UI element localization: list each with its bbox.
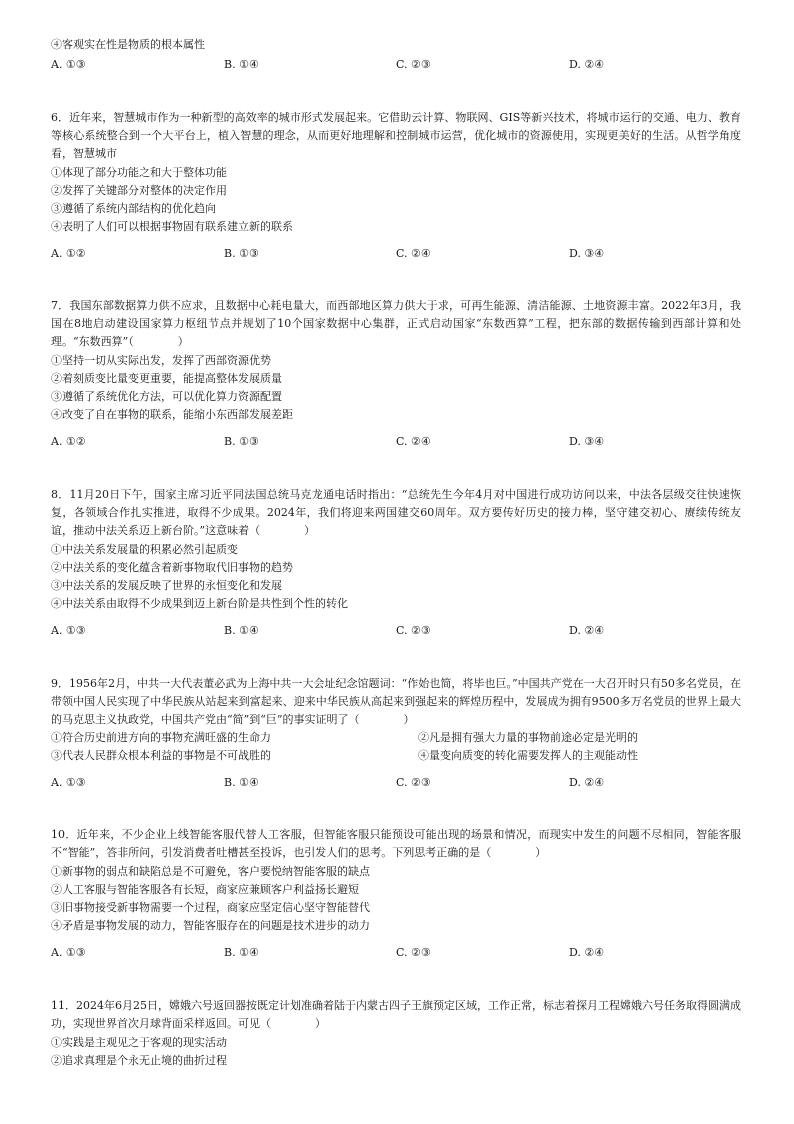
option-d[interactable]: D. ②④ [569,58,605,71]
question-7-stem: 7．我国东部数据算力供不应求，且数据中心耗电量大，而西部地区算力供大于求，可再生能源、清洁能源、土地资源丰富。2022年3月，我国在8地启动建设国家算力枢纽节点并规划了10个国家数据中心集群，正式启动国家“东数西算”工程，把东部的数据传输到西部计算和处理。“东数西算”（ ） [51,299,741,348]
option-d[interactable]: D. ③④ [569,435,605,448]
item-text: ③中法关系的发展反映了世界的永恒变化和发展 [51,579,282,592]
question-8-stem: 8．11月20日下午，国家主席习近平同法国总统马克龙通电话时指出：“总统先生今年4月对中国进行成功访问以来，中法各层级交往快速恢复，各领域合作扎实推进，取得不少成果。2024年，我们将迎来两国建交60周年。双方要传好历史的接力棒，坚守建交初心、赓续传统友谊，推动中法关系迈上新台阶。”这意味着（ ） [51,488,741,537]
option-d[interactable]: D. ②④ [569,946,605,959]
option-d[interactable]: D. ③④ [569,247,605,260]
question-11-stem: 11．2024年6月25日，嫦娥六号返回器按既定计划准确着陆于内蒙古四子王旗预定区域，工作正常，标志着探月工程嫦娥六号任务取得圆满成功，实现世界首次月球背面采样返回。可见（ ） [51,999,741,1030]
item-text: ②中法关系的变化蕴含着新事物取代旧事物的趋势 [51,561,293,574]
item-text: ①坚持一切从实际出发，发挥了西部资源优势 [51,354,271,367]
option-c[interactable]: C. ②④ [396,247,431,260]
item-text: ②人工客服与智能客服各有长短，商家应兼顾客户利益扬长避短 [51,883,359,896]
item-text: ④矛盾是事物发展的动力，智能客服存在的问题是技术进步的动力 [51,919,370,932]
option-a[interactable]: A. ①③ [51,624,86,637]
options-row [51,245,741,263]
option-c[interactable]: C. ②③ [396,624,431,637]
option-c[interactable]: C. ②③ [396,58,431,71]
item-text: ④量变向质变的转化需要发挥人的主观能动性 [418,749,638,762]
item-text: ①实践是主观见之于客观的现实活动 [51,1036,227,1049]
item-text: ②追求真理是个永无止境的曲折过程 [51,1054,227,1067]
option-a[interactable]: A. ①② [51,435,86,448]
item-text: ①体现了部分功能之和大于整体功能 [51,166,227,179]
option-b[interactable]: B. ①④ [224,624,259,637]
item-text: ④表明了人们可以根据事物固有联系建立新的联系 [51,220,293,233]
question-10-stem: 10．近年来，不少企业上线智能客服代替人工客服，但智能客服只能预设可能出现的场景和情况，而现实中发生的问题不尽相同，智能客服不“智能”，答非所问，引发消费者吐槽甚至投诉，也引发人们的思考。下列思考正确的是（ ） [51,828,741,859]
option-c[interactable]: C. ②③ [396,776,431,789]
option-a[interactable]: A. ①② [51,247,86,260]
option-d[interactable]: D. ②④ [569,776,605,789]
options-row [51,774,741,792]
item-text: ④改变了自在事物的联系，能缩小东西部发展差距 [51,408,293,421]
item-text: ③旧事物接受新事物需要一个过程，商家应坚定信心坚守智能替代 [51,901,370,914]
option-b[interactable]: B. ①③ [224,247,259,260]
option-b[interactable]: B. ①④ [224,58,259,71]
item-text: ①中法关系发展量的积累必然引起质变 [51,543,238,556]
item-text: ②凡是拥有强大力量的事物前途必定是光明的 [418,731,638,744]
item-text: ③遵循了系统优化方法，可以优化算力资源配置 [51,390,282,403]
question-6-stem: 6．近年来，智慧城市作为一种新型的高效率的城市形式发展起来。它借助云计算、物联网、GIS等新兴技术，将城市运行的交通、电力、教育等核心系统整合到一个大平台上，植入智慧的理念，从而更好地理解和控制城市运营，优化城市的资源使用，实现更美好的生活。从哲学角度看，智慧城市 [51,111,741,160]
option-a[interactable]: A. ①③ [51,946,86,959]
option-d[interactable]: D. ②④ [569,624,605,637]
option-b[interactable]: B. ①④ [224,946,259,959]
options-row [51,433,741,451]
item-text: ④中法关系由取得不少成果到迈上新台阶是共性到个性的转化 [51,597,348,610]
options-row [51,56,741,74]
option-b[interactable]: B. ①③ [224,435,259,448]
item-text: ③遵循了系统内部结构的优化趋向 [51,202,216,215]
options-row [51,944,741,962]
item-text: ③代表人民群众根本利益的事物是不可战胜的 [51,749,271,762]
options-row [51,622,741,640]
item-text: ①符合历史前进方向的事物充满旺盛的生命力 [51,731,271,744]
option-c[interactable]: C. ②③ [396,946,431,959]
item-text: ②着刻质变比量变更重要，能提高整体发展质量 [51,372,282,385]
item-text: ④客观实在性是物质的根本属性 [51,38,205,51]
question-9-stem: 9．1956年2月，中共一大代表董必武为上海中共一大会址纪念馆题词：“作始也简，将毕也巨。”中国共产党在一大召开时只有50多名党员，在带领中国人民实现了中华民族从站起来到富起来、迎来中华民族从高起来到强起来的辉煌历程中，发展成为拥有9500多万名党员的世界上最大的马克思主义执政党，中国共产党由“简”到“巨”的事实证明了（ ） [51,677,741,726]
option-b[interactable]: B. ①④ [224,776,259,789]
option-c[interactable]: C. ②④ [396,435,431,448]
option-a[interactable]: A. ①③ [51,776,86,789]
option-a[interactable]: A. ①③ [51,58,86,71]
item-text: ②发挥了关键部分对整体的决定作用 [51,184,227,197]
item-text: ①新事物的弱点和缺陷总是不可避免，客户要悦纳智能客服的缺点 [51,865,370,878]
